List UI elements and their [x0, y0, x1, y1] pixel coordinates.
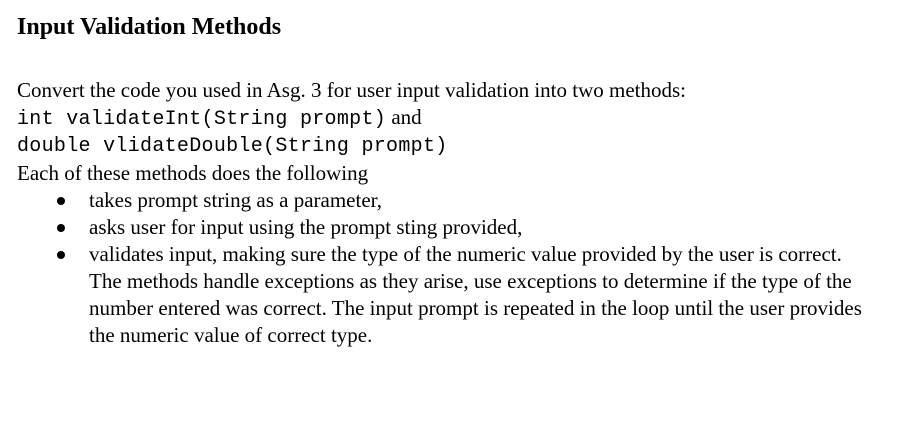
bullet-icon — [57, 224, 65, 232]
validate-double-signature: double vlidateDouble(String prompt) — [17, 135, 448, 158]
method-behaviour-list — [17, 187, 888, 268]
list-item — [57, 241, 888, 268]
intro-line: Convert the code you used in Asg. 3 for user input validation into two methods: — [17, 78, 686, 102]
intro-summary-line: Each of these methods does the following — [17, 161, 369, 185]
bullet-icon — [57, 197, 65, 205]
int-signature-line — [17, 104, 888, 133]
section-heading: Input Validation Methods — [17, 14, 282, 40]
validate-int-signature: int validateInt(String prompt) — [17, 108, 387, 131]
and-word: and — [386, 105, 422, 129]
list-item — [57, 214, 888, 241]
list-item-text: asks user for input using the prompt sting provided, — [89, 215, 523, 239]
list-item-text: validates input, making sure the type of the numeric value provided by the user is correct. — [89, 242, 842, 266]
continuation-paragraph: The methods handle exceptions as they arise, use exceptions to determine if the type of the number entered was correct. The input prompt is repeated in the loop until the user provides the numeric value of correct type. — [89, 269, 862, 347]
intro-paragraph — [17, 77, 888, 187]
list-item — [57, 187, 888, 214]
list-item-text: takes prompt string as a parameter, — [89, 188, 383, 212]
bullet-icon — [57, 251, 65, 259]
